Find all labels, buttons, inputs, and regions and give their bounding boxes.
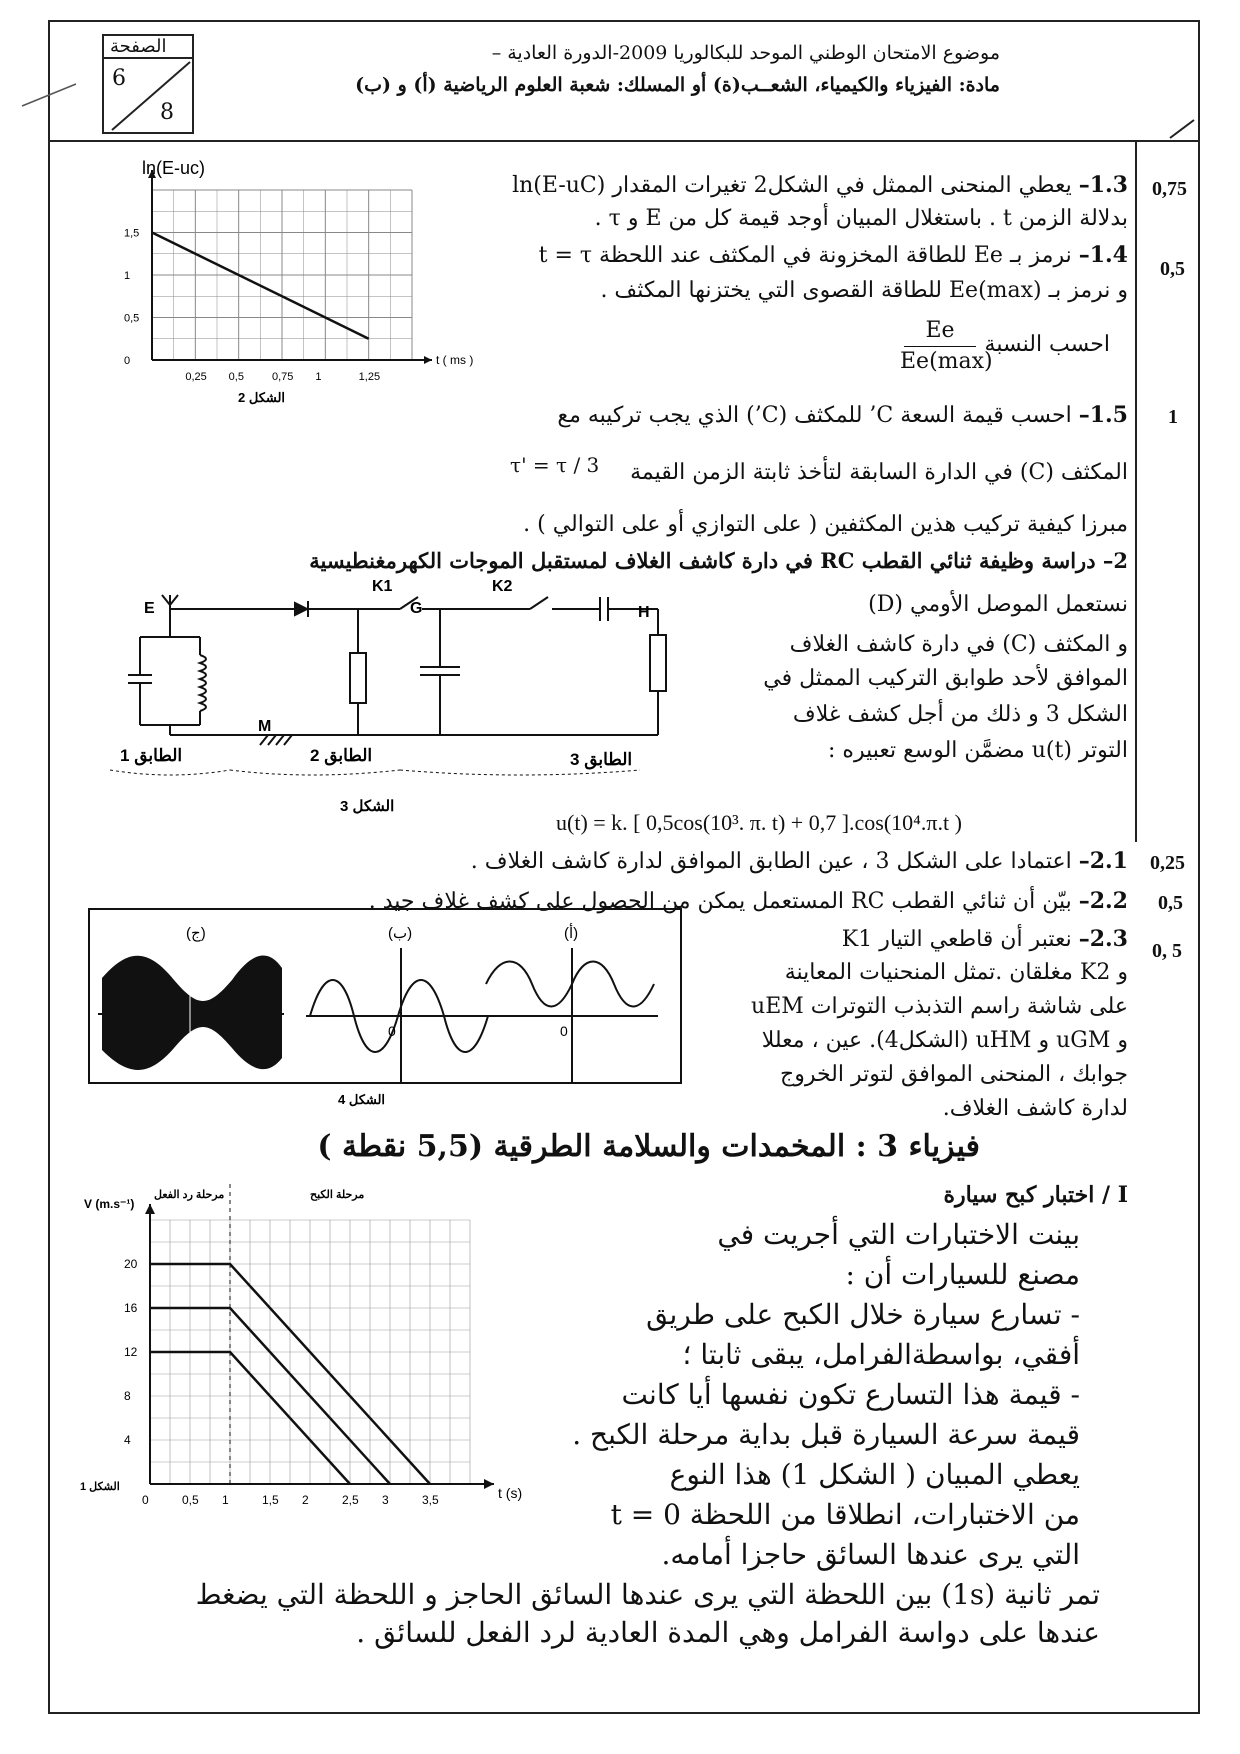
q14-text-2: و نرمز بـ Ee(max) للطاقة القصوى التي يختزنها المكثف . bbox=[600, 278, 1128, 303]
antenna-left bbox=[162, 595, 170, 605]
y-axis-label: ln(E-uc) bbox=[142, 158, 206, 178]
y-tick-label: 1 bbox=[124, 270, 131, 282]
q23-text-2: و K2 مغلقان .تمثل المنحنيات المعاينة bbox=[784, 960, 1128, 985]
stage1-brace bbox=[110, 770, 230, 775]
score-q21: 0,25 bbox=[1150, 852, 1185, 874]
score-q13: 0,75 bbox=[1152, 178, 1187, 200]
phase-braking-label: مرحلة الكبح bbox=[310, 1189, 365, 1201]
x-tick-label: 1,25 bbox=[358, 371, 381, 383]
x-tick-label: 2 bbox=[302, 1493, 309, 1507]
q13-line1 bbox=[512, 170, 1128, 201]
curve-c-label: (ج) bbox=[186, 925, 206, 942]
curve-c-am-signal bbox=[98, 948, 284, 1070]
modulated-voltage-equation: u(t) = k. [ 0,5cos(10³. π. t) + 0,7 ].cos(10⁴.π.t ) bbox=[556, 810, 962, 835]
physics3-line-5: - قيمة هذا التسارع تكون نفسها أيا كانت bbox=[621, 1378, 1080, 1411]
figure-1-chart bbox=[80, 1184, 604, 1544]
stage3-brace bbox=[400, 770, 640, 775]
q14-text-3: احسب النسبة bbox=[984, 332, 1110, 357]
physics3-line-2: مصنع للسيارات أن : bbox=[845, 1258, 1080, 1291]
q15-number: 1.5– bbox=[1078, 402, 1128, 428]
q14-fraction-numerator: Ee bbox=[925, 318, 955, 343]
figure-2-chart bbox=[110, 160, 490, 460]
q15-text-1: احسب قيمة السعة C’ للمكثف (C’) الذي يجب تركيبه مع bbox=[557, 403, 1072, 428]
figure-4-caption: الشكل 4 bbox=[338, 1092, 386, 1107]
physics3-line-9: التي يرى عندها السائق حاجزا أمامه. bbox=[661, 1538, 1080, 1571]
figure-3-caption: الشكل 3 bbox=[340, 798, 395, 815]
x-tick-label: 0,25 bbox=[185, 371, 207, 383]
y-axis-arrow bbox=[145, 1204, 155, 1214]
score-q22: 0,5 bbox=[1158, 892, 1183, 914]
x-tick-label: 3,5 bbox=[422, 1493, 439, 1507]
switch-k2 bbox=[530, 597, 548, 609]
x-tick-label: 0 bbox=[142, 1493, 149, 1507]
physics3-line-3: - تسارع سيارة خلال الكبح على طريق bbox=[646, 1298, 1080, 1331]
curve-a-envelope bbox=[482, 948, 658, 1084]
q13-number: 1.3– bbox=[1078, 172, 1128, 198]
y-tick-label: 12 bbox=[124, 1345, 138, 1359]
node-E-label: E bbox=[144, 600, 155, 617]
y-tick-label: 0 bbox=[124, 355, 131, 367]
y-tick-label: 0,5 bbox=[124, 312, 140, 325]
q14-fraction bbox=[900, 316, 993, 377]
part2-p4: الشكل 3 و ذلك من أجل كشف غلاف bbox=[792, 702, 1128, 727]
y-axis-label: V (m.s⁻¹) bbox=[84, 1197, 135, 1211]
physics3-line-7: يعطي المبيان ( الشكل 1) هذا النوع bbox=[669, 1458, 1080, 1491]
x-tick-label: 3 bbox=[382, 1493, 389, 1507]
q15-formula: τ' = τ / 3 bbox=[510, 453, 600, 477]
x-tick-label: 1 bbox=[315, 371, 322, 383]
q23-text-4: و uGM و uHM (الشكل4). عين ، معللا bbox=[761, 1028, 1128, 1053]
stage-3-label: الطابق 3 bbox=[570, 750, 633, 769]
part2-p1: نستعمل الموصل الأومي (D) bbox=[868, 592, 1128, 617]
figure-1-caption: الشكل 1 bbox=[80, 1481, 120, 1493]
q23-text-5: جوابك ، المنحنى الموافق لتوتر الخروج bbox=[780, 1062, 1128, 1087]
q14-text-1: نرمز بـ Ee للطاقة المخزونة في المكثف عند اللحظة t = τ bbox=[538, 243, 1072, 268]
part2-p3: الموافق لأحد طوابق التركيب الممثل في bbox=[763, 666, 1128, 691]
physics3-line-8: من الاختبارات، انطلاقا من اللحظة t = 0 bbox=[610, 1498, 1080, 1531]
x-tick-label: 0,5 bbox=[182, 1493, 199, 1507]
node-G-label: G bbox=[410, 600, 423, 617]
x-tick-label: 0,5 bbox=[228, 371, 244, 383]
physics3-line-6: قيمة سرعة السيارة قبل بداية مرحلة الكبح . bbox=[572, 1418, 1080, 1451]
page-number: 6 bbox=[112, 66, 126, 91]
stage2-brace bbox=[230, 770, 400, 775]
page-total: 8 bbox=[160, 100, 174, 125]
q15-text-2: المكثف (C) في الدارة السابقة لتأخذ ثابتة الزمن القيمة bbox=[630, 460, 1128, 485]
physics3-line-11: عندها على دواسة الفرامل وهي المدة العادية لرد الفعل للسائق . bbox=[356, 1616, 1100, 1649]
q23-text-6: لدارة كاشف الغلاف. bbox=[942, 1096, 1128, 1121]
physics3-line-1: بينت الاختبارات التي أجريت في bbox=[717, 1218, 1080, 1251]
q21-line bbox=[471, 846, 1128, 877]
y-tick-label: 1,5 bbox=[124, 227, 140, 240]
inductor-coil bbox=[200, 655, 206, 711]
phase-reaction-label: مرحلة رد الفعل bbox=[154, 1189, 225, 1201]
figure-2-caption: الشكل 2 bbox=[238, 390, 286, 405]
stage-2-label: الطابق 2 bbox=[310, 746, 373, 765]
y-tick-label: 16 bbox=[124, 1301, 138, 1315]
curve-b-label: (ب) bbox=[388, 925, 413, 942]
q23-line1 bbox=[842, 924, 1128, 955]
q22-text: بيّن أن ثنائي القطب RC المستعمل يمكن من الحصول على كشف غلاف جيد . bbox=[368, 889, 1072, 914]
curve-a-zero: 0 bbox=[560, 1023, 568, 1039]
q14-line1 bbox=[539, 240, 1128, 271]
score-q15: 1 bbox=[1168, 406, 1178, 428]
curve-b-zero: 0 bbox=[388, 1023, 396, 1039]
node-M-label: M bbox=[258, 718, 272, 735]
physics3-line-10: تمر ثانية (1s) بين اللحظة التي يرى عندها السائق الحاجز و اللحظة التي يضغط bbox=[195, 1578, 1100, 1611]
q13-text-2: بدلالة الزمن t . باستغلال المبيان أوجد قيمة كل من E و τ . bbox=[594, 206, 1128, 231]
q14-number: 1.4– bbox=[1078, 242, 1128, 268]
q21-number: 2.1– bbox=[1078, 848, 1128, 874]
switch-k2-label: K2 bbox=[492, 578, 513, 595]
x-axis-arrow bbox=[424, 356, 432, 364]
x-tick-label: 1 bbox=[222, 1493, 229, 1507]
score-q14: 0,5 bbox=[1160, 258, 1185, 280]
q14-fraction-denominator: Ee(max) bbox=[900, 349, 993, 374]
part2-p2: و المكثف (C) في دارة كاشف الغلاف bbox=[789, 632, 1128, 657]
curve-b-carrier bbox=[306, 948, 492, 1084]
header-corner-mark bbox=[1170, 118, 1198, 140]
y-tick-label: 8 bbox=[124, 1389, 131, 1403]
y-tick-label: 20 bbox=[124, 1257, 138, 1271]
page-number-box bbox=[102, 34, 194, 134]
physics3-line-4: أفقي، بواسطةالفرامل، يبقى ثابتا ؛ bbox=[682, 1338, 1080, 1371]
switch-k1-label: K1 bbox=[372, 578, 393, 595]
x-tick-label: 1,5 bbox=[262, 1493, 279, 1507]
header-line-2: مادة: الفيزياء والكيمياء، الشعــب(ة) أو المسلك: شعبة العلوم الرياضية (أ) و (ب) bbox=[355, 74, 1000, 96]
y-tick-label: 4 bbox=[124, 1433, 131, 1447]
physics3-subtitle: I / اختبار كبح سيارة bbox=[943, 1182, 1128, 1208]
margin-mark bbox=[20, 80, 80, 110]
resistor-stage3 bbox=[650, 635, 666, 691]
q23-text-3: على شاشة راسم التذبذب التوترات uEM bbox=[751, 994, 1128, 1019]
q23-number: 2.3– bbox=[1078, 926, 1128, 952]
page-label: الصفحة bbox=[110, 36, 167, 57]
score-q23: 0, 5 bbox=[1152, 940, 1182, 962]
q22-number: 2.2– bbox=[1078, 888, 1128, 914]
x-axis-label: t ( ms ) bbox=[436, 353, 474, 367]
figure-4-oscillograms bbox=[88, 908, 688, 1108]
part2-title: 2– دراسة وظيفة ثنائي القطب RC في دارة كاشف الغلاف لمستقبل الموجات الكهرمغنطيسية bbox=[309, 548, 1128, 573]
resistor-stage2 bbox=[350, 653, 366, 703]
score-column-divider bbox=[1135, 142, 1137, 842]
q15-line1 bbox=[557, 400, 1128, 431]
x-tick-label: 2,5 bbox=[342, 1493, 359, 1507]
q15-text-3: مبرزا كيفية تركيب هذين المكثفين ( على التوازي أو على التوالي ) . bbox=[523, 512, 1128, 537]
node-H-label: H bbox=[638, 604, 650, 621]
part2-p5: التوتر u(t) مضمَّن الوسع تعبيره : bbox=[828, 738, 1128, 763]
stage-1-label: الطابق 1 bbox=[120, 746, 183, 765]
x-axis-arrow bbox=[484, 1479, 494, 1489]
q21-text: اعتمادا على الشكل 3 ، عين الطابق الموافق لدارة كاشف الغلاف . bbox=[470, 849, 1072, 874]
q13-text-1: يعطي المنحنى الممثل في الشكل2 تغيرات المقدار ln(E-uC) bbox=[512, 173, 1072, 198]
x-tick-label: 0,75 bbox=[272, 371, 294, 383]
antenna-right bbox=[170, 595, 178, 605]
curve-a-label: (أ) bbox=[564, 925, 579, 942]
q23-text-1: نعتبر أن قاطعي التيار K1 bbox=[841, 927, 1072, 952]
x-axis-label: t (s) bbox=[498, 1485, 523, 1501]
header-line-1: موضوع الامتحان الوطني الموحد للبكالوريا 2009-الدورة العادية – bbox=[491, 42, 1000, 64]
figure-3-circuit bbox=[110, 575, 750, 815]
physics3-title: فيزياء 3 : المخمدات والسلامة الطرقية (5,5 نقطة ) bbox=[317, 1129, 980, 1164]
diode-symbol bbox=[295, 603, 307, 615]
